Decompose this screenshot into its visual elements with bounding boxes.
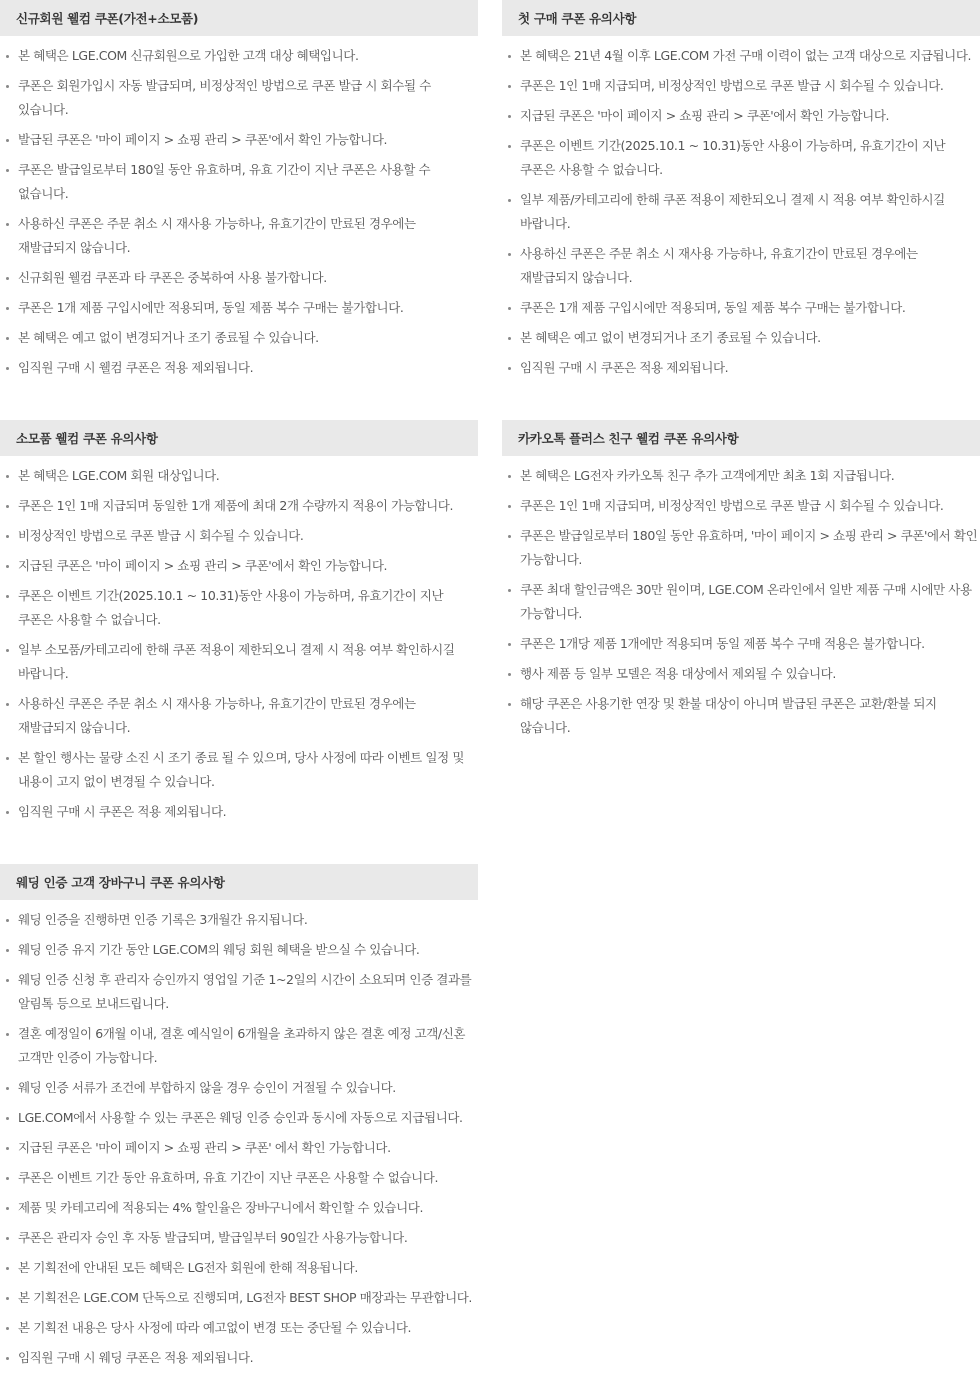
- list-item: 본 혜택은 21년 4월 이후 LGE.COM 가전 구매 이력이 없는 고객 대상으로 지급됩니다.: [502, 44, 980, 68]
- list-item: 본 혜택은 LGE.COM 신규회원으로 가입한 고객 대상 혜택입니다.: [0, 44, 478, 68]
- list-item: 웨딩 인증 유지 기간 동안 LGE.COM의 웨딩 회원 혜택을 받으실 수 있습니다.: [0, 938, 478, 962]
- section-title: 소모품 웰컴 쿠폰 유의사항: [0, 420, 478, 456]
- list-item: 임직원 구매 시 쿠폰은 적용 제외됩니다.: [502, 356, 980, 380]
- notice-list: [0, 456, 478, 824]
- list-item: 해당 쿠폰은 사용기한 연장 및 환불 대상이 아니며 발급된 쿠폰은 교환/환불 되지 않습니다.: [502, 692, 980, 740]
- list-item: 결혼 예정일이 6개월 이내, 결혼 예식일이 6개월을 초과하지 않은 결혼 예정 고객/신혼 고객만 인증이 가능합니다.: [0, 1022, 478, 1070]
- list-item: 쿠폰은 이벤트 기간(2025.10.1 ~ 10.31)동안 사용이 가능하며, 유효기간이 지난 쿠폰은 사용할 수 없습니다.: [502, 134, 980, 182]
- list-item: 일부 제품/카테고리에 한해 쿠폰 적용이 제한되오니 결제 시 적용 여부 확인하시길 바랍니다.: [502, 188, 980, 236]
- list-item: 쿠폰은 회원가입시 자동 발급되며, 비정상적인 방법으로 쿠폰 발급 시 회수될 수 있습니다.: [0, 74, 478, 122]
- list-item: LGE.COM에서 사용할 수 있는 쿠폰은 웨딩 인증 승인과 동시에 자동으로 지급됩니다.: [0, 1106, 478, 1130]
- notice-list: [502, 456, 980, 740]
- list-item: 임직원 구매 시 웰컴 쿠폰은 적용 제외됩니다.: [0, 356, 478, 380]
- list-item: 웨딩 인증 서류가 조건에 부합하지 않을 경우 승인이 거절될 수 있습니다.: [0, 1076, 478, 1100]
- list-item: 웨딩 인증 신청 후 관리자 승인까지 영업일 기준 1~2일의 시간이 소요되며 인증 결과를 알림톡 등으로 보내드립니다.: [0, 968, 478, 1016]
- list-item: 쿠폰은 1개당 제품 1개에만 적용되며 동일 제품 복수 구매 적용은 불가합니다.: [502, 632, 980, 656]
- list-item: 쿠폰은 1인 1매 지급되며 동일한 1개 제품에 최대 2개 수량까지 적용이 가능합니다.: [0, 494, 478, 518]
- list-item: 발급된 쿠폰은 '마이 페이지 > 쇼핑 관리 > 쿠폰'에서 확인 가능합니다.: [0, 128, 478, 152]
- list-item: 사용하신 쿠폰은 주문 취소 시 재사용 가능하나, 유효기간이 만료된 경우에는 재발급되지 않습니다.: [502, 242, 980, 290]
- notice-kakao-plus-friend-coupon: [502, 420, 980, 746]
- notice-list: [0, 900, 478, 1370]
- section-title: 웨딩 인증 고객 장바구니 쿠폰 유의사항: [0, 864, 478, 900]
- list-item: 쿠폰은 1인 1매 지급되며, 비정상적인 방법으로 쿠폰 발급 시 회수될 수 있습니다.: [502, 74, 980, 98]
- list-item: 지급된 쿠폰은 '마이 페이지 > 쇼핑 관리 > 쿠폰' 에서 확인 가능합니다.: [0, 1136, 478, 1160]
- notice-list: [502, 36, 980, 380]
- list-item: 쿠폰은 발급일로부터 180일 동안 유효하며, '마이 페이지 > 쇼핑 관리 > 쿠폰'에서 확인 가능합니다.: [502, 524, 980, 572]
- notice-wedding-cart-coupon: [0, 864, 478, 1376]
- list-item: 일부 소모품/카테고리에 한해 쿠폰 적용이 제한되오니 결제 시 적용 여부 확인하시길 바랍니다.: [0, 638, 478, 686]
- section-title: 첫 구매 쿠폰 유의사항: [502, 0, 980, 36]
- section-title: 카카오톡 플러스 친구 웰컴 쿠폰 유의사항: [502, 420, 980, 456]
- list-item: 임직원 구매 시 쿠폰은 적용 제외됩니다.: [0, 800, 478, 824]
- list-item: 쿠폰은 발급일로부터 180일 동안 유효하며, 유효 기간이 지난 쿠폰은 사용할 수 없습니다.: [0, 158, 478, 206]
- notice-first-purchase-coupon: [502, 0, 980, 386]
- list-item: 제품 및 카테고리에 적용되는 4% 할인율은 장바구니에서 확인할 수 있습니다.: [0, 1196, 478, 1220]
- list-item: 본 기획전 내용은 당사 사정에 따라 예고없이 변경 또는 중단될 수 있습니다.: [0, 1316, 478, 1340]
- notice-new-member-welcome-coupon: [0, 0, 478, 386]
- list-item: 쿠폰은 이벤트 기간 동안 유효하며, 유효 기간이 지난 쿠폰은 사용할 수 없습니다.: [0, 1166, 478, 1190]
- list-item: 비정상적인 방법으로 쿠폰 발급 시 회수될 수 있습니다.: [0, 524, 478, 548]
- list-item: 본 혜택은 LG전자 카카오톡 친구 추가 고객에게만 최초 1회 지급됩니다.: [502, 464, 980, 488]
- list-item: 쿠폰은 1개 제품 구입시에만 적용되며, 동일 제품 복수 구매는 불가합니다.: [0, 296, 478, 320]
- list-item: 행사 제품 등 일부 모델은 적용 대상에서 제외될 수 있습니다.: [502, 662, 980, 686]
- list-item: 본 할인 행사는 물량 소진 시 조기 종료 될 수 있으며, 당사 사정에 따라 이벤트 일정 및 내용이 고지 없이 변경될 수 있습니다.: [0, 746, 478, 794]
- list-item: 본 기획전은 LGE.COM 단독으로 진행되며, LG전자 BEST SHOP 매장과는 무관합니다.: [0, 1286, 478, 1310]
- notice-consumables-welcome-coupon: [0, 420, 478, 830]
- list-item: 지급된 쿠폰은 '마이 페이지 > 쇼핑 관리 > 쿠폰'에서 확인 가능합니다.: [0, 554, 478, 578]
- list-item: 사용하신 쿠폰은 주문 취소 시 재사용 가능하나, 유효기간이 만료된 경우에는 재발급되지 않습니다.: [0, 692, 478, 740]
- list-item: 본 기획전에 안내된 모든 혜택은 LG전자 회원에 한해 적용됩니다.: [0, 1256, 478, 1280]
- list-item: 본 혜택은 예고 없이 변경되거나 조기 종료될 수 있습니다.: [0, 326, 478, 350]
- list-item: 쿠폰은 이벤트 기간(2025.10.1 ~ 10.31)동안 사용이 가능하며, 유효기간이 지난 쿠폰은 사용할 수 없습니다.: [0, 584, 478, 632]
- list-item: 신규회원 웰컴 쿠폰과 타 쿠폰은 중복하여 사용 불가합니다.: [0, 266, 478, 290]
- list-item: 본 혜택은 LGE.COM 회원 대상입니다.: [0, 464, 478, 488]
- list-item: 지급된 쿠폰은 '마이 페이지 > 쇼핑 관리 > 쿠폰'에서 확인 가능합니다.: [502, 104, 980, 128]
- list-item: 임직원 구매 시 웨딩 쿠폰은 적용 제외됩니다.: [0, 1346, 478, 1370]
- list-item: 쿠폰은 1인 1매 지급되며, 비정상적인 방법으로 쿠폰 발급 시 회수될 수 있습니다.: [502, 494, 980, 518]
- list-item: 사용하신 쿠폰은 주문 취소 시 재사용 가능하나, 유효기간이 만료된 경우에는 재발급되지 않습니다.: [0, 212, 478, 260]
- list-item: 쿠폰은 1개 제품 구입시에만 적용되며, 동일 제품 복수 구매는 불가합니다.: [502, 296, 980, 320]
- section-title: 신규회원 웰컴 쿠폰(가전+소모품): [0, 0, 478, 36]
- list-item: 웨딩 인증을 진행하면 인증 기록은 3개월간 유지됩니다.: [0, 908, 478, 932]
- notice-list: [0, 36, 478, 380]
- list-item: 쿠폰은 관리자 승인 후 자동 발급되며, 발급일부터 90일간 사용가능합니다.: [0, 1226, 478, 1250]
- list-item: 본 혜택은 예고 없이 변경되거나 조기 종료될 수 있습니다.: [502, 326, 980, 350]
- list-item: 쿠폰 최대 할인금액은 30만 원이며, LGE.COM 온라인에서 일반 제품 구매 시에만 사용 가능합니다.: [502, 578, 980, 626]
